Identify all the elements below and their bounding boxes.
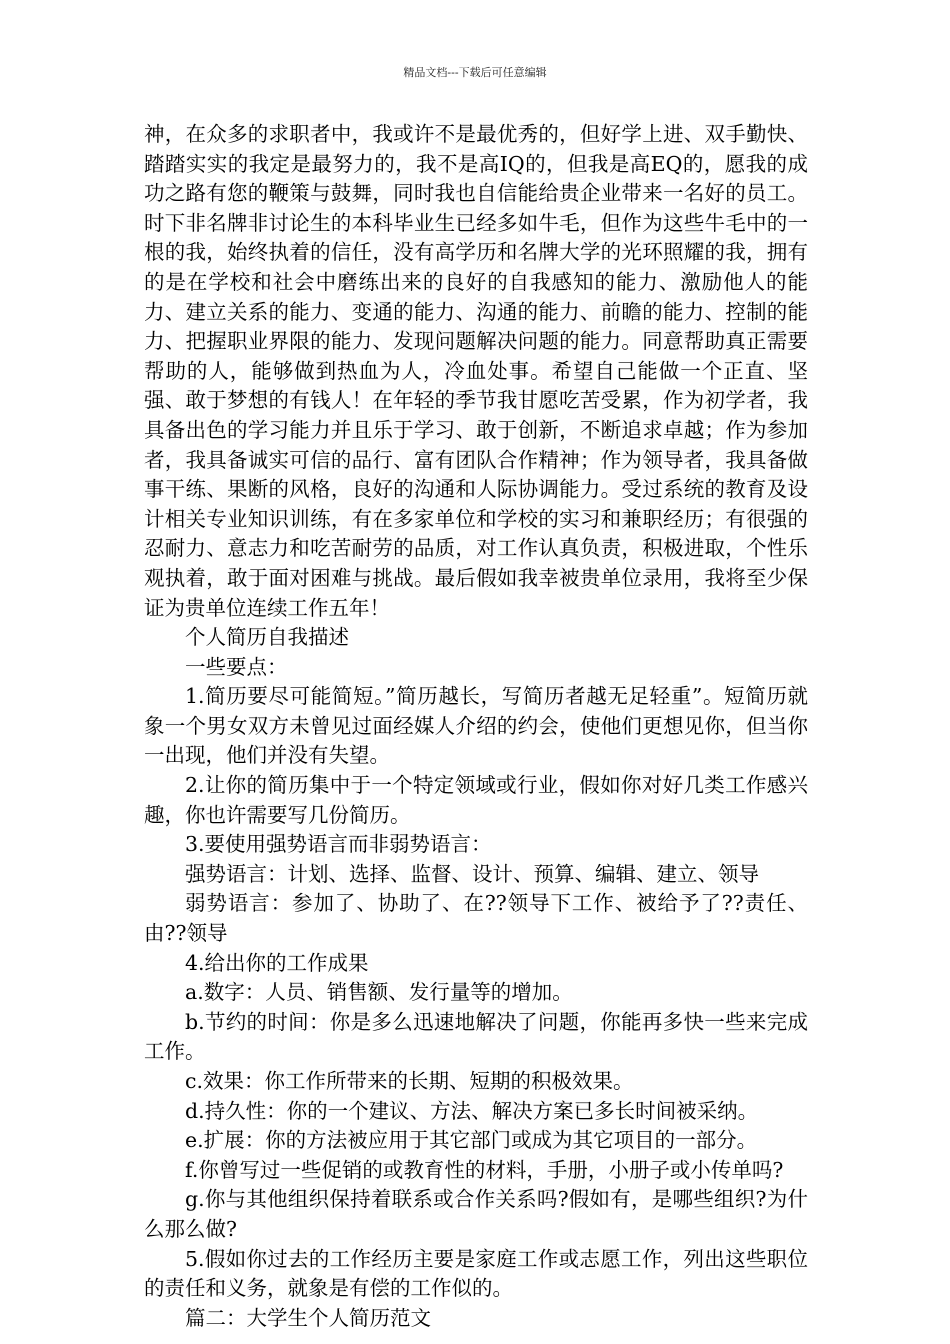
- section-heading-self-description: 个人简历自我描述: [185, 625, 349, 650]
- point-1: 1.简历要尽可能简短。”简历越长，写简历者越无足轻重”。短简历就象一个男女双方未曾见过面经媒人介绍的约会，使他们更想见你，但当你一出现，他们并没有失望。: [144, 684, 808, 768]
- paragraph-intro-continuation: 神，在众多的求职者中，我或许不是最优秀的，但好学上进、双手勤快、踏踏实实的我定是最努力的，我不是高IQ的，但我是高EQ的，愿我的成功之路有您的鞭策与鼓舞，同时我也自信能给贵企业带来一名好的员工。时下非名牌非讨论生的本科毕业生已经多如牛毛，但作为这些牛毛中的一根的我，始终执着的信任，没有高学历和名牌大学的光环照耀的我，拥有的是在学校和社会中磨练出来的良好的自我感知的能力、激励他人的能力、建立关系的能力、变通的能力、沟通的能力、前瞻的能力、控制的能力、把握职业界限的能力、发现问题解决问题的能力。同意帮助真正需要帮助的人，能够做到热血为人，冷血处事。希望自己能做一个正直、坚强、敢于梦想的有钱人！在年轻的季节我甘愿吃苦受累，作为初学者，我具备出色的学习能力并且乐于学习、敢于创新，不断追求卓越；作为参加者，我具备诚实可信的品行、富有团队合作精神；作为领导者，我具备做事干练、果断的风格，良好的沟通和人际协调能力。受过系统的教育及设计相关专业知识训练，有在多家单位和学校的实习和兼职经历；有很强的忍耐力、意志力和吃苦耐劳的品质，对工作认真负责，积极进取，个性乐观执着，敢于面对困难与挑战。最后假如我幸被贵单位录用，我将至少保证为贵单位连续工作五年！: [144, 122, 808, 620]
- point-4d: d.持久性：你的一个建议、方法、解决方案已多长时间被采纳。: [185, 1098, 759, 1123]
- point-5: 5.假如你过去的工作经历主要是家庭工作或志愿工作，列出这些职位的责任和义务，就象是有偿的工作似的。: [144, 1246, 808, 1301]
- page-header: 精品文档---下载后可任意编辑: [403, 66, 547, 79]
- point-4c: c.效果：你工作所带来的长期、短期的积极效果。: [185, 1069, 634, 1093]
- section-heading-part-two: 篇二：大学生个人简历范文: [185, 1305, 431, 1330]
- point-4a: a.数字：人员、销售额、发行量等的增加。: [185, 980, 573, 1005]
- strong-language: 强势语言：计划、选择、监督、设计、预算、编辑、建立、领导: [185, 861, 759, 886]
- point-3: 3.要使用强势语言而非弱势语言：: [185, 832, 492, 857]
- point-4b: b.节约的时间：你是多么迅速地解决了问题，你能再多快一些来完成工作。: [144, 1009, 808, 1064]
- point-2: 2.让你的简历集中于一个特定领域或行业，假如你对好几类工作感兴趣，你也许需要写几份简历。: [144, 773, 808, 827]
- point-4f: f.你曾写过一些促销的或教育性的材料，手册，小册子或小传单吗?: [185, 1157, 784, 1182]
- document-body: [144, 120, 808, 1333]
- key-points-heading: 一些要点：: [185, 654, 288, 679]
- point-4e: e.扩展：你的方法被应用于其它部门或成为其它项目的一部分。: [185, 1128, 758, 1153]
- point-4g: g.你与其他组织保持着联系或合作关系吗?假如有，是哪些组织?为什么那么做?: [144, 1187, 808, 1241]
- weak-language: 弱势语言：参加了、协助了、在??领导下工作、被给予了??责任、由??领导: [144, 891, 808, 946]
- point-4: 4.给出你的工作成果: [185, 950, 369, 975]
